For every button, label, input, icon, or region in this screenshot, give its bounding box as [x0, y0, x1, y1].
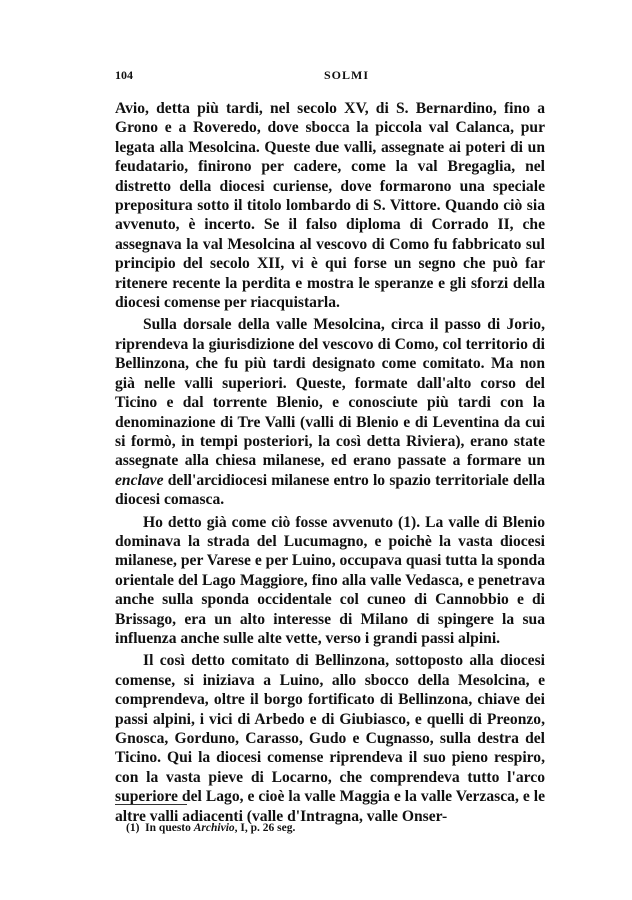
paragraph-2 — [115, 315, 545, 509]
paragraph-1: Avio, detta più tardi, nel secolo XV, di S. Bernardino, fino a Grono e a Roveredo, dove sbocca la piccola val Calanca, pur legata alla Mesolcina. Queste due valli, assegnate ai poteri di un feudatario, finirono per cadere, come la val Bregaglia, nel distretto della diocesi curiense, dove formarono una speciale prepositura sotto il titolo lombardo di S. Vittore. Quando ciò sia avvenuto, è incerto. Se il falso diploma di Corrado II, che assegnava la val Mesolcina al vescovo di Como fu fabbricato sul principio del secolo XII, vi è qui forse un segno che può far ritenere recente la perdita e mostra le speranze e gli sforzi della diocesi comense per riacquistarla. — [115, 100, 545, 312]
paragraph-2-tail: dell'arcidiocesi milanese entro lo spazio territoriale della diocesi comasca. — [115, 471, 545, 509]
footnote-suffix: , I, p. 26 seg. — [234, 822, 296, 834]
body-text — [115, 99, 545, 826]
footnote-divider — [115, 804, 187, 805]
running-head: SOLMI — [323, 68, 369, 82]
enclave-term: enclave — [115, 471, 164, 489]
footnote — [126, 822, 295, 834]
paragraph-4: Il così detto comitato di Bellinzona, sottoposto alla diocesi comense, si iniziava a Luino, allo sbocco della Mesolcina, e comprendeva, oltre il borgo fortificato di Bellinzona, chiave dei passi alpini, i vici di Arbedo e di Giubiasco, e quelli di Preonzo, Gnosca, Gorduno, Carasso, Gudo e Cugnasso, sulla destra del Ticino. Qui la diocesi comense riprendeva il suo pieno respiro, con la vasta pieve di Locarno, che comprendeva tutto l'arco superiore del Lago, e cioè la valle Maggia e la valle Verzasca, e le altre valli adiacenti (valle d'Intragna, valle Onser- — [115, 652, 545, 825]
paragraph-2-text: Sulla dorsale della valle Mesolcina, circa il passo di Jorio, riprendeva la giurisdizione del vescovo di Como, col territorio di Bellinzona, che fu più tardi designato come comitato. Ma non già nelle valli superiori. Queste, formate dall'alto corso del Ticino e dal torrente Blenio, e conosciute più tardi con la denominazione di Tre Valli (valli di Blenio e di Leventina da cui si formò, in tempi posteriori, la così detta Riviera), erano state assegnate alla chiesa milanese, ed erano passate a formare un — [115, 316, 545, 470]
footnote-journal: Archivio — [193, 822, 235, 834]
footnote-prefix: In questo — [145, 822, 194, 834]
page-number: 104 — [115, 68, 133, 82]
paragraph-3: Ho detto già come ciò fosse avvenuto (1). La valle di Blenio dominava la strada del Lucumagno, e poichè la vasta diocesi milanese, per Varese e per Luino, occupava quasi tutta la sponda orientale del Lago Maggiore, fino alla valle Vedasca, e penetrava anche sulla sponda occidentale col cuneo di Cannobbio e di Brissago, era un alto interesse di Milano di spingere la sua influenza anche sulle alte vette, verso i grandi passi alpini. — [115, 513, 545, 647]
footnote-marker: (1) — [126, 822, 140, 834]
page-header — [115, 68, 545, 83]
